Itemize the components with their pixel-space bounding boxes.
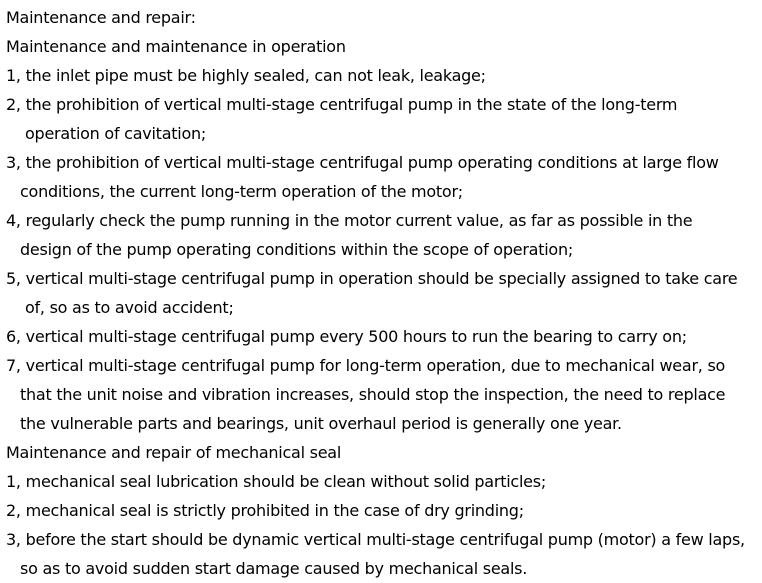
list-item: 2, the prohibition of vertical multi-stage centrifugal pump in the state of the long-term — [6, 95, 678, 114]
section-title-operation: Maintenance and maintenance in operation — [6, 37, 346, 56]
document-body — [6, 3, 760, 583]
list-item: 2, mechanical seal is strictly prohibited in the case of dry grinding; — [6, 501, 524, 520]
list-item: 4, regularly check the pump running in the motor current value, as far as possible in the — [6, 211, 693, 230]
list-item: 5, vertical multi-stage centrifugal pump in operation should be specially assigned to take care — [6, 269, 738, 288]
list-item: 3, the prohibition of vertical multi-stage centrifugal pump operating conditions at large flow — [6, 153, 719, 172]
list-item-continuation: so as to avoid sudden start damage caused by mechanical seals. — [20, 559, 528, 578]
list-item: 3, before the start should be dynamic vertical multi-stage centrifugal pump (motor) a few laps, — [6, 530, 745, 549]
list-item: 7, vertical multi-stage centrifugal pump for long-term operation, due to mechanical wear, so — [6, 356, 726, 375]
list-item-continuation: operation of cavitation; — [25, 124, 207, 143]
list-item: 1, mechanical seal lubrication should be clean without solid particles; — [6, 472, 546, 491]
list-item: 1, the inlet pipe must be highly sealed, can not leak, leakage; — [6, 66, 486, 85]
list-item-continuation: design of the pump operating conditions within the scope of operation; — [20, 240, 573, 259]
list-item-continuation: that the unit noise and vibration increases, should stop the inspection, the need to replace — [20, 385, 726, 404]
list-item-continuation: the vulnerable parts and bearings, unit overhaul period is generally one year. — [20, 414, 622, 433]
section-title-mechanical-seal: Maintenance and repair of mechanical seal — [6, 443, 342, 462]
list-item: 6, vertical multi-stage centrifugal pump every 500 hours to run the bearing to carry on; — [6, 327, 687, 346]
list-item-continuation: conditions, the current long-term operation of the motor; — [20, 182, 463, 201]
document-heading: Maintenance and repair: — [6, 8, 196, 27]
list-item-continuation: of, so as to avoid accident; — [25, 298, 234, 317]
